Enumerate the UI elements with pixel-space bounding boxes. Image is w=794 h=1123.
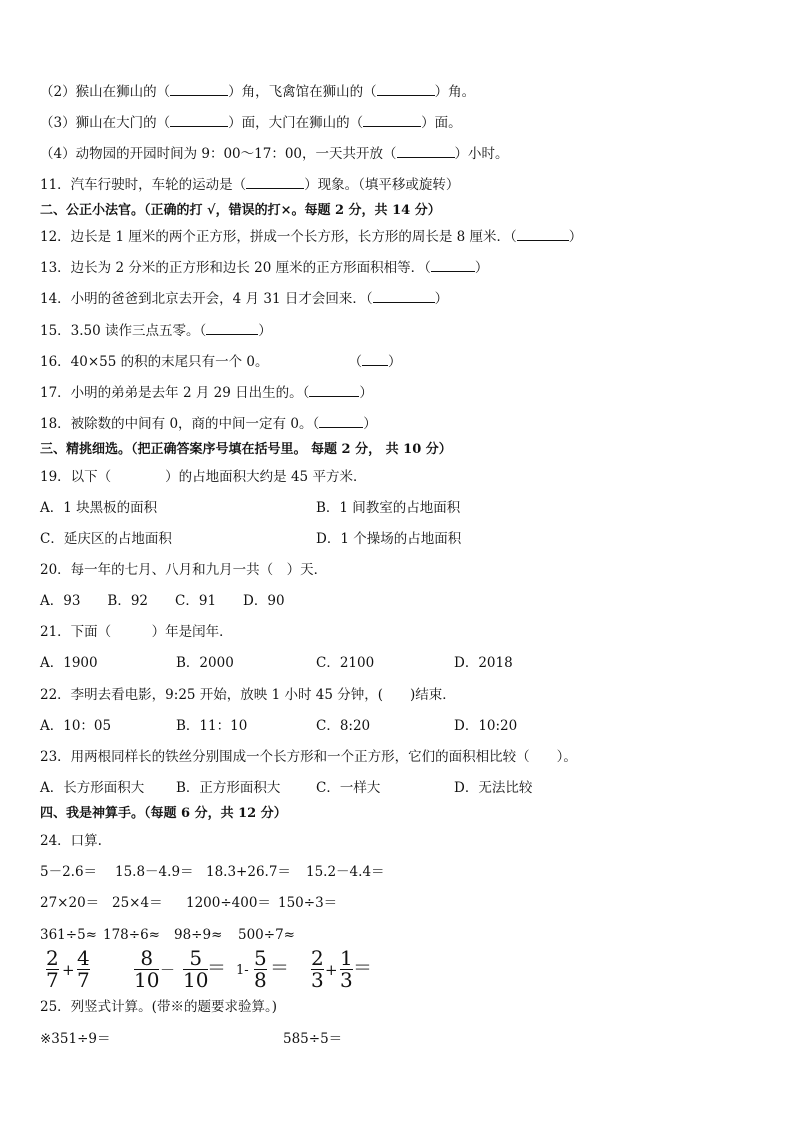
q21-option-c[interactable]: C．2100 xyxy=(316,655,375,671)
answer-blank[interactable] xyxy=(170,114,228,127)
q19-option-a[interactable]: A．1 块黑板的面积 xyxy=(40,500,158,516)
answer-blank[interactable] xyxy=(431,259,475,272)
q25-item-b: 585÷5＝ xyxy=(283,1031,343,1047)
q19-option-c[interactable]: C．延庆区的占地面积 xyxy=(40,531,172,547)
question-16: 16．40×55 的积的末尾只有一个 0。 （ ） xyxy=(40,354,402,370)
q22-option-a[interactable]: A．10：05 xyxy=(40,718,112,734)
q23-option-b[interactable]: B．正方形面积大 xyxy=(176,780,281,796)
question-17: 17．小明的弟弟是去年 2 月 29 日出生的。（ ） xyxy=(40,385,373,401)
q25-item-a: ※351÷9＝ xyxy=(40,1031,111,1047)
question-12: 12．边长是 1 厘米的两个正方形，拼成一个长方形，长方形的周长是 8 厘米．（ ） xyxy=(40,229,583,245)
answer-blank[interactable] xyxy=(170,83,228,96)
fraction: 1 3 xyxy=(340,946,353,992)
question-15: 15．3.50 读作三点五零。（ ） xyxy=(40,323,272,339)
question-13: 13．边长为 2 分米的正方形和边长 20 厘米的正方形面积相等．（ ） xyxy=(40,260,489,276)
q10-sub4: （4）动物园的开园时间为 9：00～17：00，一天共开放（ ）小时。 xyxy=(40,146,509,162)
answer-blank[interactable] xyxy=(319,415,363,428)
answer-blank[interactable] xyxy=(373,290,435,303)
question-24-title: 24．口算. xyxy=(40,833,102,849)
answer-blank[interactable] xyxy=(397,145,455,158)
section-2-heading: 二、公正小法官。（正确的打 √，错误的打×。每题 2 分，共 14 分） xyxy=(40,203,441,218)
answer-blank[interactable] xyxy=(362,353,388,366)
calc-item: 178÷6≈ xyxy=(103,927,160,943)
section-4-heading: 四、我是神算手。（每题 6 分，共 12 分） xyxy=(40,806,287,821)
q10-sub2: （2）猴山在狮山的（ ）角，飞禽馆在狮山的（ ）角。 xyxy=(40,84,476,100)
fraction: 2 3 xyxy=(311,946,324,992)
answer-blank[interactable] xyxy=(377,83,435,96)
q23-option-c[interactable]: C．一样大 xyxy=(316,780,381,796)
question-22-stem: 22．李明去看电影，9:25 开始，放映 1 小时 45 分钟，( )结束． xyxy=(40,687,456,703)
q21-option-b[interactable]: B．2000 xyxy=(176,655,234,671)
question-18: 18．被除数的中间有 0，商的中间一定有 0。（ ） xyxy=(40,416,377,432)
question-25-title: 25．列竖式计算。(带※的题要求验算。) xyxy=(40,999,277,1015)
q19-option-d[interactable]: D．1 个操场的占地面积 xyxy=(316,531,462,547)
answer-blank[interactable] xyxy=(517,228,569,241)
calc-item: 1200÷400＝ xyxy=(186,895,271,911)
calc-item: 15.2－4.4＝ xyxy=(306,864,385,880)
calc-item: 27×20＝ xyxy=(40,895,100,911)
calc-item: 18.3+26.7＝ xyxy=(206,864,291,880)
calc-item: 98÷9≈ xyxy=(174,927,223,943)
question-11: 11．汽车行驶时，车轮的运动是（ ）现象。（填平移或旋转） xyxy=(40,177,460,193)
calc-item: 5－2.6＝ xyxy=(40,864,98,880)
calc-item: 500÷7≈ xyxy=(238,927,295,943)
calc-item: 25×4＝ xyxy=(112,895,163,911)
fraction: 8 10 xyxy=(134,946,160,992)
question-23-stem: 23．用两根同样长的铁丝分别围成一个长方形和一个正方形，它们的面积相比较（ ）。 xyxy=(40,749,577,765)
q22-option-b[interactable]: B．11：10 xyxy=(176,718,248,734)
fraction: 5 8 xyxy=(254,946,267,992)
calc-item: 15.8－4.9＝ xyxy=(115,864,194,880)
question-14: 14．小明的爸爸到北京去开会，4 月 31 日才会回来．（ ） xyxy=(40,291,449,307)
q22-option-d[interactable]: D．10:20 xyxy=(454,718,518,734)
question-19-stem: 19．以下（ ）的占地面积大约是 45 平方米． xyxy=(40,469,367,485)
calc-item: 361÷5≈ xyxy=(40,927,97,943)
q19-option-b[interactable]: B．1 间教室的占地面积 xyxy=(316,500,461,516)
calc-item: 150÷3＝ xyxy=(278,895,338,911)
fraction: 4 7 xyxy=(77,946,90,992)
q20-options[interactable]: A．93 B．92 C．91 D．90 xyxy=(40,593,285,609)
answer-blank[interactable] xyxy=(246,176,304,189)
q21-option-d[interactable]: D．2018 xyxy=(454,655,513,671)
fraction: 5 10 xyxy=(183,946,209,992)
answer-blank[interactable] xyxy=(206,322,258,335)
q23-option-a[interactable]: A．长方形面积大 xyxy=(40,780,145,796)
answer-blank[interactable] xyxy=(309,384,359,397)
q23-option-d[interactable]: D．无法比较 xyxy=(454,780,533,796)
question-20-stem: 20．每一年的七月、八月和九月一共（ ）天． xyxy=(40,562,328,578)
q21-option-a[interactable]: A．1900 xyxy=(40,655,98,671)
fraction: 2 7 xyxy=(46,946,59,992)
q10-sub3: （3）狮山在大门的（ ）面，大门在狮山的（ ）面。 xyxy=(40,115,462,131)
answer-blank[interactable] xyxy=(363,114,421,127)
q22-option-c[interactable]: C．8:20 xyxy=(316,718,371,734)
section-3-heading: 三、精挑细选。（把正确答案序号填在括号里。 每题 2 分， 共 10 分） xyxy=(40,442,452,457)
question-21-stem: 21．下面（ ）年是闰年． xyxy=(40,624,233,640)
